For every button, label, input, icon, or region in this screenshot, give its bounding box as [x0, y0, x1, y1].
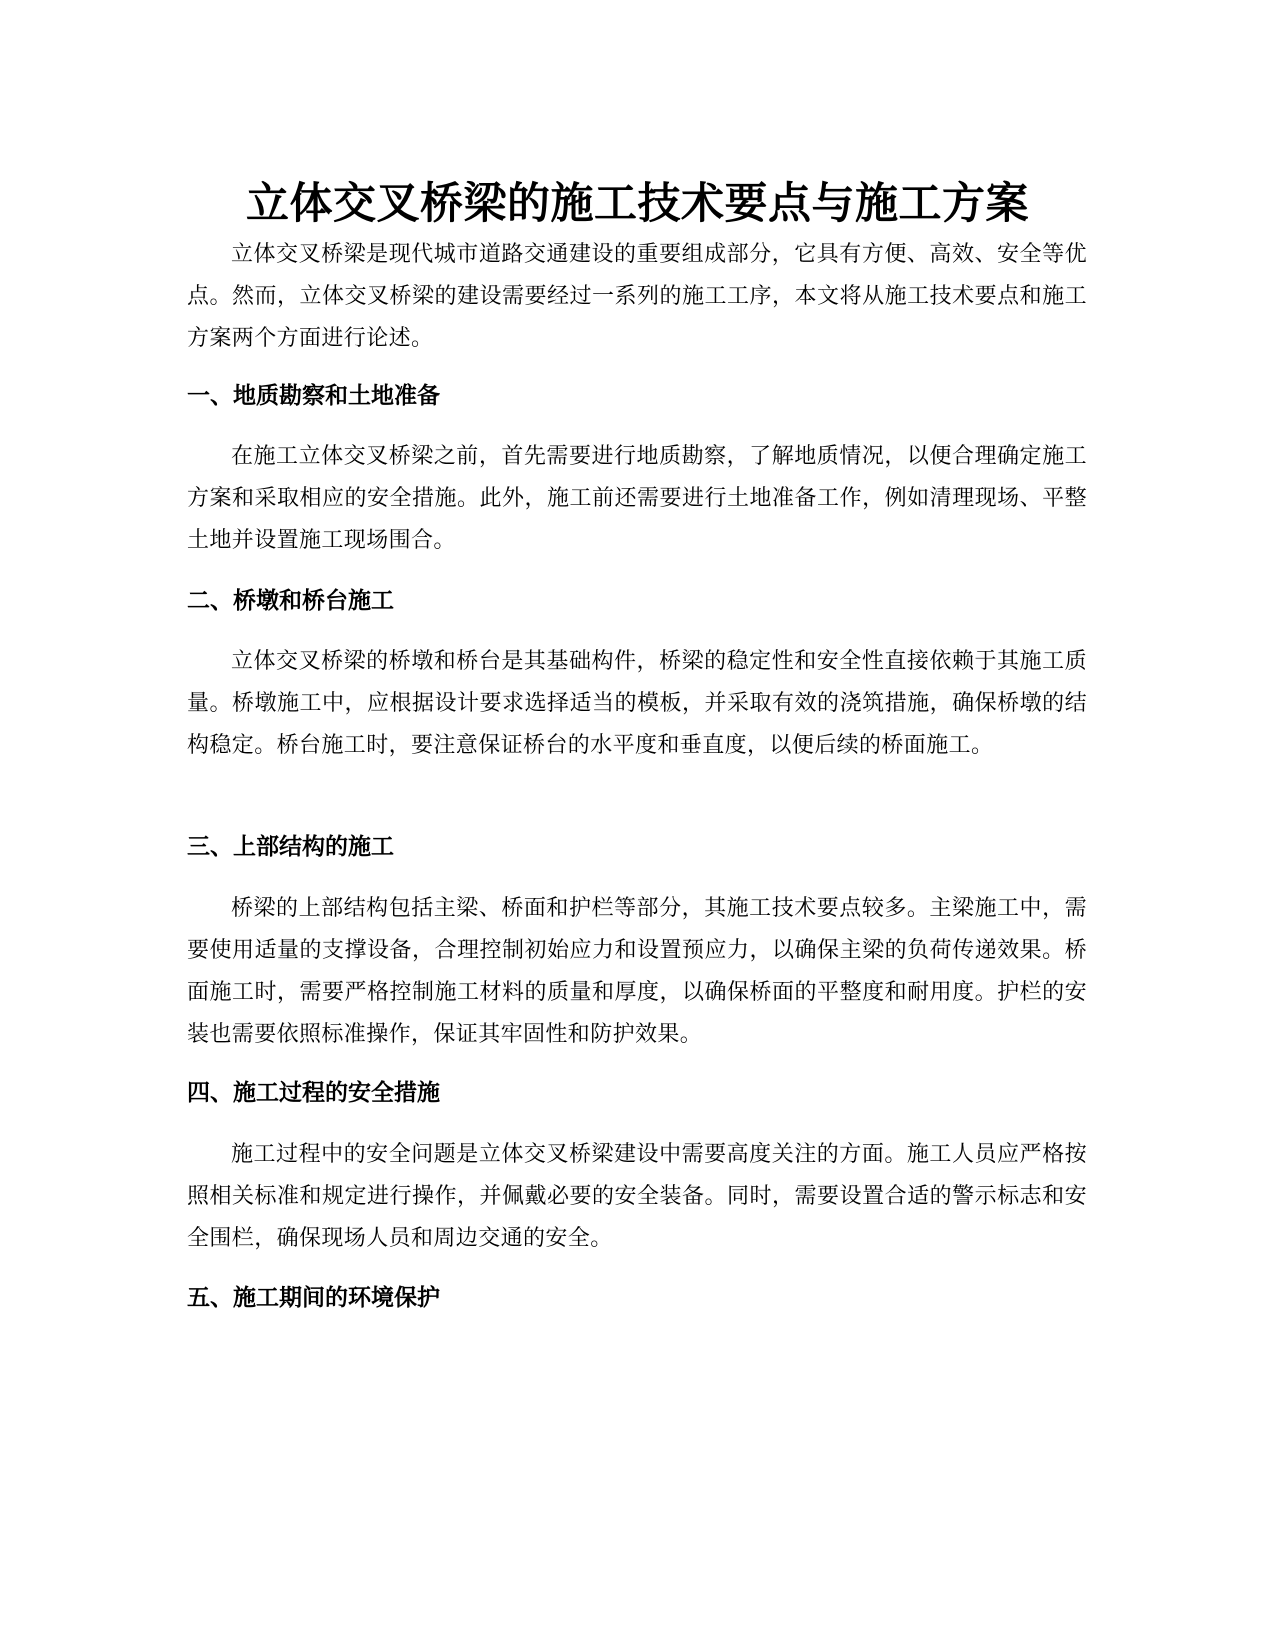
page-title: 立体交叉桥梁的施工技术要点与施工方案 — [246, 178, 1029, 229]
section-heading-5: 五、施工期间的环境保护 — [187, 1285, 440, 1311]
section-body-1: 在施工立体交叉桥梁之前，首先需要进行地质勘察，了解地质情况，以便合理确定施工方案和采取相应的安全措施。此外，施工前还需要进行土地准备工作，例如清理现场、平整土地并设置施工现场围合。 — [187, 444, 1087, 553]
section-body-2: 立体交叉桥梁的桥墩和桥台是其基础构件，桥梁的稳定性和安全性直接依赖于其施工质量。桥墩施工中，应根据设计要求选择适当的模板，并采取有效的浇筑措施，确保桥墩的结构稳定。桥台施工时，要注意保证桥台的水平度和垂直度，以便后续的桥面施工。 — [187, 649, 1087, 758]
section-heading-1: 一、地质勘察和土地准备 — [187, 383, 440, 409]
intro-paragraph: 立体交叉桥梁是现代城市道路交通建设的重要组成部分，它具有方便、高效、安全等优点。然而，立体交叉桥梁的建设需要经过一系列的施工工序，本文将从施工技术要点和施工方案两个方面进行论述。 — [187, 242, 1087, 351]
section-heading-2: 二、桥墩和桥台施工 — [187, 588, 394, 614]
section-heading-3: 三、上部结构的施工 — [187, 834, 394, 860]
section-body-3: 桥梁的上部结构包括主梁、桥面和护栏等部分，其施工技术要点较多。主梁施工中，需要使用适量的支撑设备，合理控制初始应力和设置预应力，以确保主梁的负荷传递效果。桥面施工时，需要严格控制施工材料的质量和厚度，以确保桥面的平整度和耐用度。护栏的安装也需要依照标准操作，保证其牢固性和防护效果。 — [187, 896, 1087, 1047]
section-body-4: 施工过程中的安全问题是立体交叉桥梁建设中需要高度关注的方面。施工人员应严格按照相关标准和规定进行操作，并佩戴必要的安全装备。同时，需要设置合适的警示标志和安全围栏，确保现场人员和周边交通的安全。 — [187, 1142, 1087, 1251]
section-heading-4: 四、施工过程的安全措施 — [187, 1080, 440, 1106]
